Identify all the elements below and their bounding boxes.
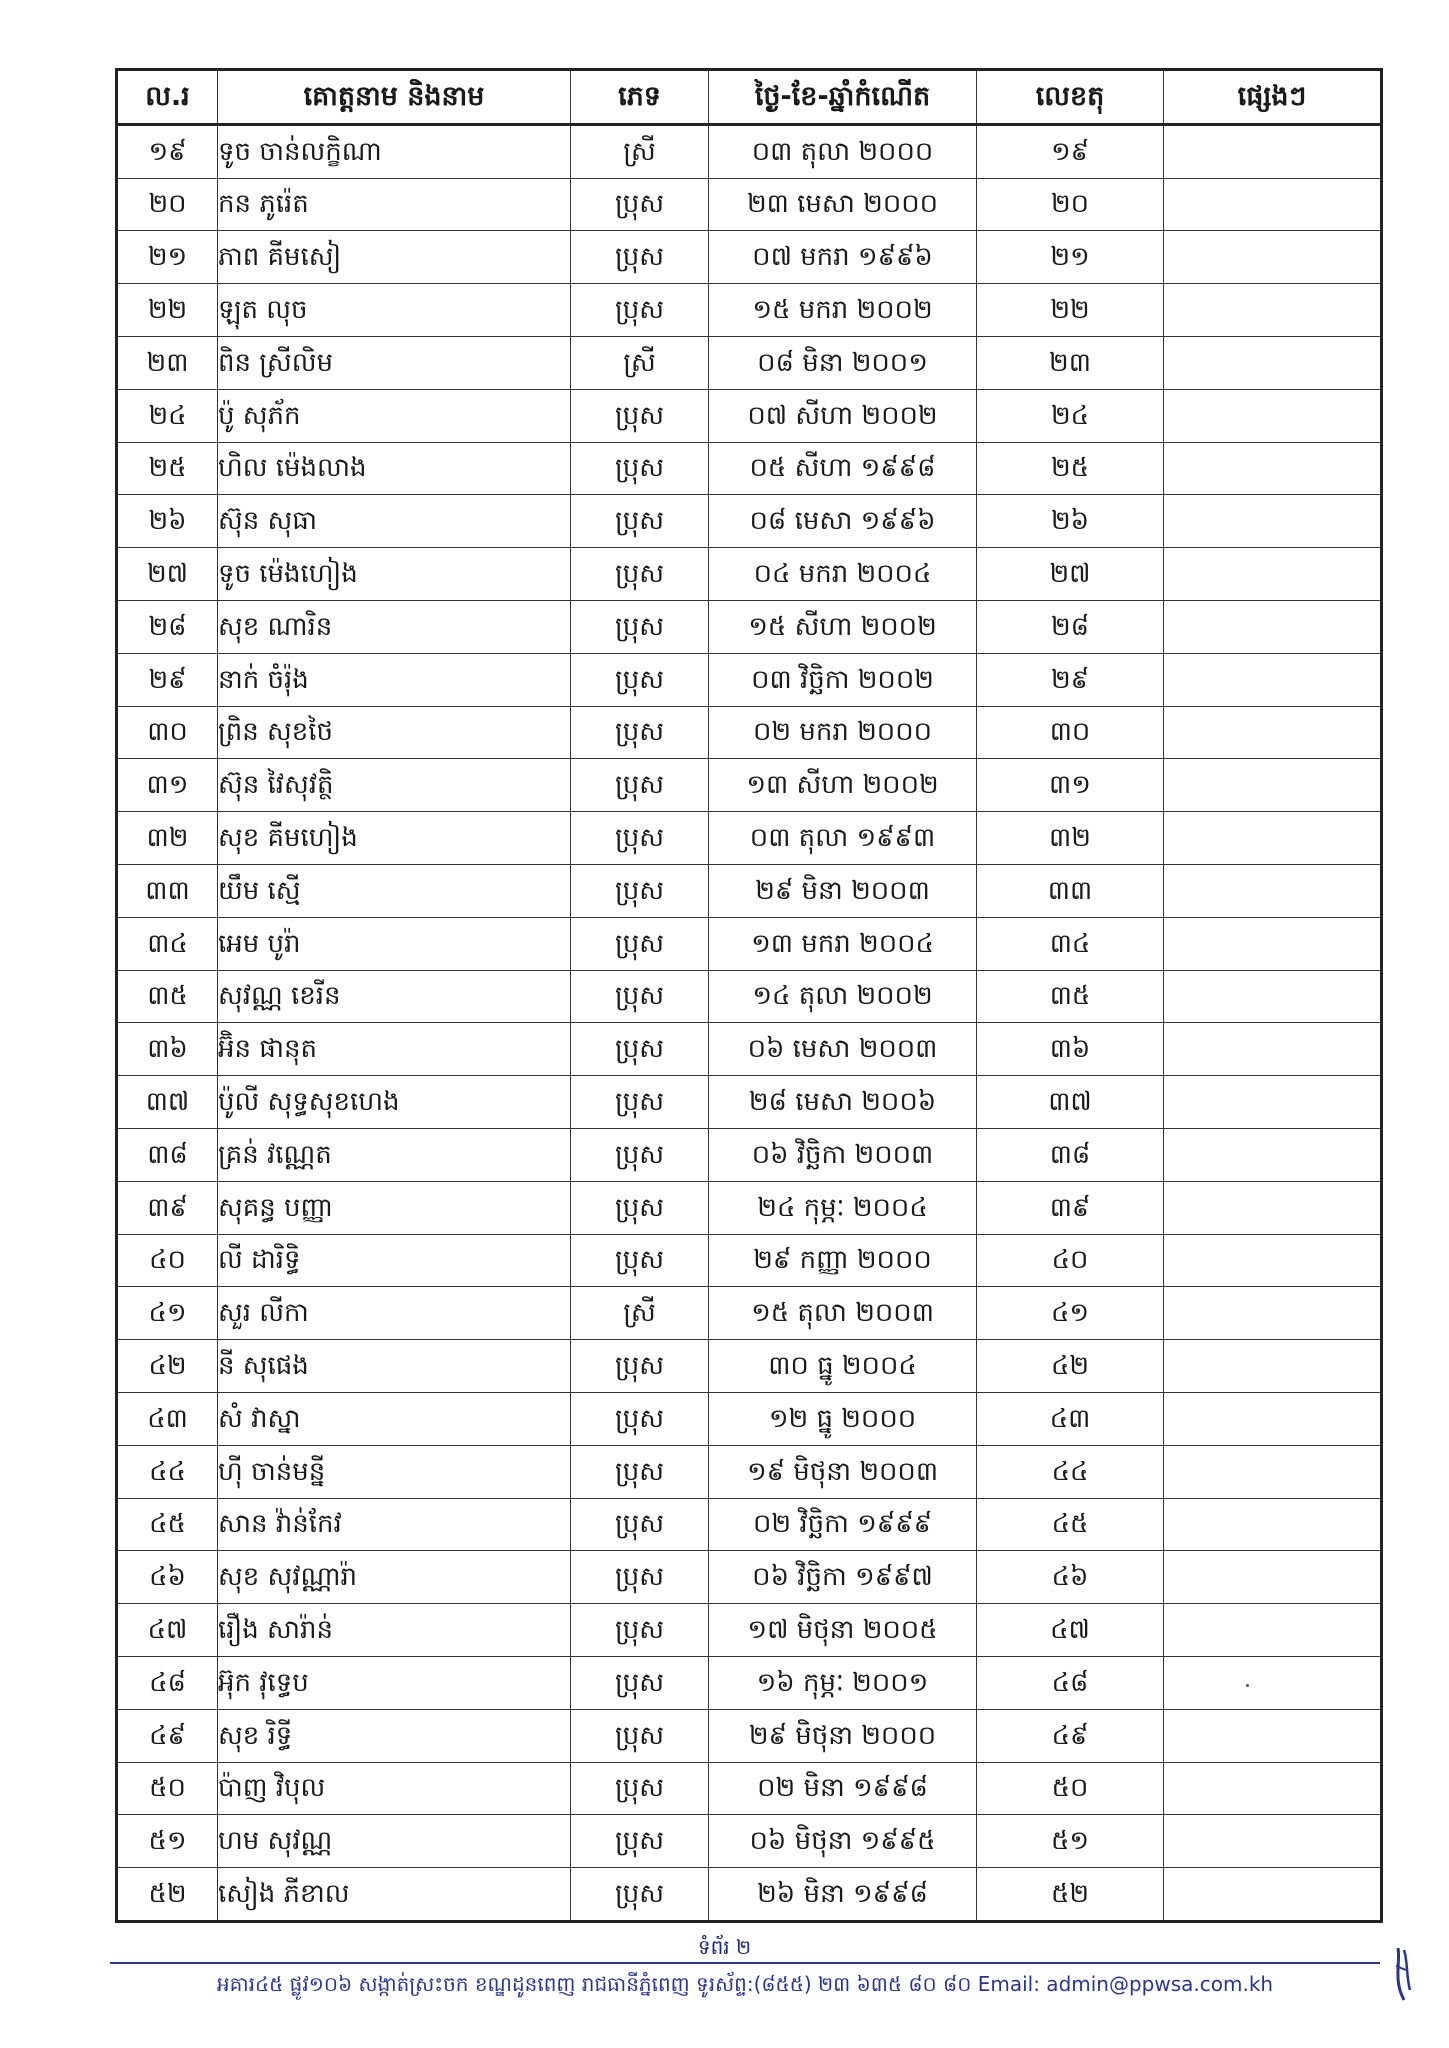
header-remarks: ផ្សេងៗ <box>1164 70 1382 125</box>
cell-number: ៤៣ <box>117 1392 218 1445</box>
cell-sex: ប្រុស <box>571 284 709 337</box>
header-date-of-birth: ថ្ងៃ-ខែ-ឆ្នាំកំណើត <box>709 70 977 125</box>
cell-remarks <box>1164 1656 1382 1709</box>
cell-remarks <box>1164 1551 1382 1604</box>
cell-number: ៣៤ <box>117 917 218 970</box>
cell-table-number: ៣៩ <box>977 1181 1164 1234</box>
cell-number: ៤១ <box>117 1287 218 1340</box>
cell-number: ៣៣ <box>117 864 218 917</box>
cell-sex: ប្រុស <box>571 231 709 284</box>
roster-table-container <box>115 68 1380 1923</box>
cell-number: ២៣ <box>117 336 218 389</box>
scan-speck <box>1246 1684 1249 1687</box>
cell-remarks <box>1164 178 1382 231</box>
cell-date-of-birth: ០៤ មករា ២០០៤ <box>709 548 977 601</box>
cell-date-of-birth: ២៤ កុម្ភៈ ២០០៤ <box>709 1181 977 1234</box>
table-row <box>117 548 1382 601</box>
cell-date-of-birth: ២៩ មិនា ២០០៣ <box>709 864 977 917</box>
table-row <box>117 1181 1382 1234</box>
cell-table-number: ៥០ <box>977 1762 1164 1815</box>
cell-sex: ប្រុស <box>571 653 709 706</box>
table-row <box>117 1868 1382 1922</box>
table-row <box>117 653 1382 706</box>
table-row <box>117 970 1382 1023</box>
cell-date-of-birth: ១៩ មិថុនា ២០០៣ <box>709 1445 977 1498</box>
cell-full-name: ហ៊ី ចាន់មន្នី <box>218 1445 571 1498</box>
cell-table-number: ៤៧ <box>977 1604 1164 1657</box>
cell-table-number: ៥១ <box>977 1815 1164 1868</box>
cell-full-name: ហិល ម៉េងលាង <box>218 442 571 495</box>
cell-table-number: ៤៦ <box>977 1551 1164 1604</box>
cell-sex: ស្រី <box>571 1287 709 1340</box>
cell-remarks <box>1164 1392 1382 1445</box>
cell-table-number: ២៥ <box>977 442 1164 495</box>
cell-number: ៥០ <box>117 1762 218 1815</box>
cell-table-number: ១៩ <box>977 124 1164 178</box>
table-row <box>117 336 1382 389</box>
cell-full-name: សុគន្ធ បញ្ញា <box>218 1181 571 1234</box>
cell-sex: ប្រុស <box>571 864 709 917</box>
table-row <box>117 178 1382 231</box>
cell-number: ៤០ <box>117 1234 218 1287</box>
cell-remarks <box>1164 1815 1382 1868</box>
cell-sex: ប្រុស <box>571 1815 709 1868</box>
cell-full-name: ព្រិន សុខថៃ <box>218 706 571 759</box>
cell-full-name: សុវណ្ណ ខេរីន <box>218 970 571 1023</box>
table-row <box>117 1709 1382 1762</box>
table-row <box>117 389 1382 442</box>
cell-remarks <box>1164 1076 1382 1129</box>
cell-full-name: នាក់ ចំរ៉ុង <box>218 653 571 706</box>
table-row <box>117 1023 1382 1076</box>
cell-remarks <box>1164 336 1382 389</box>
cell-remarks <box>1164 1709 1382 1762</box>
cell-table-number: ២៦ <box>977 495 1164 548</box>
cell-date-of-birth: ០៦ វិច្ឆិកា ១៩៩៧ <box>709 1551 977 1604</box>
cell-sex: ប្រុស <box>571 1498 709 1551</box>
cell-table-number: ៥២ <box>977 1868 1164 1922</box>
table-header <box>117 70 1382 125</box>
cell-table-number: ៤១ <box>977 1287 1164 1340</box>
cell-number: ២១ <box>117 231 218 284</box>
table-row <box>117 759 1382 812</box>
cell-full-name: សុខ ណារិន <box>218 600 571 653</box>
cell-date-of-birth: ០៦ មិថុនា ១៩៩៥ <box>709 1815 977 1868</box>
cell-full-name: ប៉ូ សុភ័ក <box>218 389 571 442</box>
page-number: ទំព័រ ២ <box>697 1935 752 1959</box>
cell-number: ៤៤ <box>117 1445 218 1498</box>
cell-remarks <box>1164 231 1382 284</box>
cell-full-name: សួរ លីកា <box>218 1287 571 1340</box>
cell-table-number: ៣៦ <box>977 1023 1164 1076</box>
table-row <box>117 495 1382 548</box>
cell-remarks <box>1164 1445 1382 1498</box>
cell-date-of-birth: ០៦ មេសា ២០០៣ <box>709 1023 977 1076</box>
cell-number: ៤៧ <box>117 1604 218 1657</box>
cell-full-name: សាន វ៉ាន់កែវ <box>218 1498 571 1551</box>
cell-table-number: ២២ <box>977 284 1164 337</box>
cell-full-name: អ៊ុក វុទ្ធេប <box>218 1656 571 1709</box>
cell-table-number: ៣០ <box>977 706 1164 759</box>
cell-sex: ប្រុស <box>571 1445 709 1498</box>
cell-table-number: ៣១ <box>977 759 1164 812</box>
cell-number: ២៦ <box>117 495 218 548</box>
cell-number: ៤២ <box>117 1340 218 1393</box>
cell-date-of-birth: ១៥ សីហា ២០០២ <box>709 600 977 653</box>
cell-date-of-birth: ០៣ តុលា ២០០០ <box>709 124 977 178</box>
table-row <box>117 1128 1382 1181</box>
header-full-name: គោត្តនាម និងនាម <box>218 70 571 125</box>
cell-remarks <box>1164 653 1382 706</box>
table-row <box>117 1445 1382 1498</box>
cell-remarks <box>1164 1234 1382 1287</box>
cell-full-name: ឡុត លុច <box>218 284 571 337</box>
cell-number: ៤៥ <box>117 1498 218 1551</box>
cell-date-of-birth: ១៤ តុលា ២០០២ <box>709 970 977 1023</box>
cell-date-of-birth: ១៥ មករា ២០០២ <box>709 284 977 337</box>
cell-sex: ប្រុស <box>571 1128 709 1181</box>
cell-remarks <box>1164 706 1382 759</box>
cell-sex: ប្រុស <box>571 759 709 812</box>
cell-date-of-birth: ២៦ មិនា ១៩៩៨ <box>709 1868 977 1922</box>
cell-remarks <box>1164 548 1382 601</box>
cell-table-number: ៣៨ <box>977 1128 1164 1181</box>
header-row <box>117 70 1382 125</box>
table-body <box>117 124 1382 1921</box>
cell-date-of-birth: ០៧ មករា ១៩៩៦ <box>709 231 977 284</box>
cell-full-name: លី ដារិទ្ធិ <box>218 1234 571 1287</box>
table-row <box>117 231 1382 284</box>
footer-divider <box>110 1962 1380 1964</box>
cell-date-of-birth: ១៧ មិថុនា ២០០៥ <box>709 1604 977 1657</box>
cell-remarks <box>1164 495 1382 548</box>
cell-remarks <box>1164 442 1382 495</box>
cell-sex: ប្រុស <box>571 812 709 865</box>
cell-sex: ប្រុស <box>571 600 709 653</box>
cell-date-of-birth: ៣០ ធ្នូ ២០០៤ <box>709 1340 977 1393</box>
cell-remarks <box>1164 917 1382 970</box>
cell-number: ៣៩ <box>117 1181 218 1234</box>
cell-date-of-birth: ០២ វិច្ឆិកា ១៩៩៩ <box>709 1498 977 1551</box>
cell-number: ៣១ <box>117 759 218 812</box>
cell-table-number: ៤០ <box>977 1234 1164 1287</box>
cell-sex: ប្រុស <box>571 1234 709 1287</box>
cell-number: ៣៧ <box>117 1076 218 1129</box>
cell-sex: ប្រុស <box>571 1868 709 1922</box>
table-row <box>117 1815 1382 1868</box>
cell-date-of-birth: ០៨ មិនា ២០០១ <box>709 336 977 389</box>
roster-table <box>115 68 1383 1923</box>
cell-date-of-birth: ០២ មករា ២០០០ <box>709 706 977 759</box>
cell-table-number: ៣៥ <box>977 970 1164 1023</box>
cell-sex: ប្រុស <box>571 1076 709 1129</box>
table-row <box>117 1340 1382 1393</box>
cell-date-of-birth: ១៣ មករា ២០០៤ <box>709 917 977 970</box>
table-row <box>117 1656 1382 1709</box>
cell-sex: ប្រុស <box>571 1023 709 1076</box>
cell-number: ២៨ <box>117 600 218 653</box>
cell-remarks <box>1164 864 1382 917</box>
cell-full-name: យឹម ស្មើ <box>218 864 571 917</box>
cell-number: ៤៩ <box>117 1709 218 1762</box>
cell-number: ៣៦ <box>117 1023 218 1076</box>
cell-number: ៥១ <box>117 1815 218 1868</box>
table-row <box>117 1551 1382 1604</box>
cell-sex: ប្រុស <box>571 1604 709 1657</box>
table-row <box>117 812 1382 865</box>
table-row <box>117 706 1382 759</box>
table-row <box>117 1392 1382 1445</box>
cell-full-name: កន ភូរ៉េត <box>218 178 571 231</box>
cell-table-number: ៣៣ <box>977 864 1164 917</box>
cell-sex: ប្រុស <box>571 1551 709 1604</box>
cell-sex: ប្រុស <box>571 442 709 495</box>
cell-remarks <box>1164 1287 1382 1340</box>
cell-full-name: ប៉ូលី សុទ្ធសុខហេង <box>218 1076 571 1129</box>
header-number: ល.រ <box>117 70 218 125</box>
table-row <box>117 442 1382 495</box>
cell-full-name: សុខ រិទ្ធី <box>218 1709 571 1762</box>
cell-full-name: ភាព គីមសៀ <box>218 231 571 284</box>
cell-table-number: ៤៩ <box>977 1709 1164 1762</box>
cell-date-of-birth: ០៨ មេសា ១៩៩៦ <box>709 495 977 548</box>
cell-date-of-birth: ១៣ សីហា ២០០២ <box>709 759 977 812</box>
table-row <box>117 864 1382 917</box>
cell-sex: ប្រុស <box>571 970 709 1023</box>
cell-full-name: អេម បូរ៉ា <box>218 917 571 970</box>
table-row <box>117 600 1382 653</box>
table-row <box>117 1762 1382 1815</box>
cell-table-number: ២១ <box>977 231 1164 284</box>
header-table-number: លេខតុ <box>977 70 1164 125</box>
cell-remarks <box>1164 1023 1382 1076</box>
cell-full-name: គ្រន់ វណ្ណេត <box>218 1128 571 1181</box>
cell-full-name: សៀង ភីខាល <box>218 1868 571 1922</box>
cell-table-number: ៣២ <box>977 812 1164 865</box>
cell-full-name: សំ វាស្នា <box>218 1392 571 1445</box>
cell-full-name: ពិន ស្រីលិម <box>218 336 571 389</box>
cell-table-number: ៤៤ <box>977 1445 1164 1498</box>
cell-table-number: ៣៤ <box>977 917 1164 970</box>
cell-date-of-birth: ១២ ធ្នូ ២០០០ <box>709 1392 977 1445</box>
table-row <box>117 1498 1382 1551</box>
cell-sex: ប្រុស <box>571 178 709 231</box>
cell-date-of-birth: ០៦ វិច្ឆិកា ២០០៣ <box>709 1128 977 1181</box>
cell-table-number: ៤៥ <box>977 1498 1164 1551</box>
cell-remarks <box>1164 1762 1382 1815</box>
cell-table-number: ២៧ <box>977 548 1164 601</box>
cell-sex: ប្រុស <box>571 1392 709 1445</box>
table-row <box>117 124 1382 178</box>
cell-sex: ប្រុស <box>571 1656 709 1709</box>
table-row <box>117 1076 1382 1129</box>
cell-date-of-birth: ០៧ សីហា ២០០២ <box>709 389 977 442</box>
cell-number: ២៩ <box>117 653 218 706</box>
cell-number: ៤៨ <box>117 1656 218 1709</box>
cell-full-name: ស៊ុន វៃសុវត្ថិ <box>218 759 571 812</box>
cell-full-name: ហម សុវណ្ណ <box>218 1815 571 1868</box>
cell-table-number: ២៤ <box>977 389 1164 442</box>
cell-full-name: សុខ សុវណ្ណារ៉ា <box>218 1551 571 1604</box>
cell-full-name: រឿង សារ៉ាន់ <box>218 1604 571 1657</box>
cell-sex: ប្រុស <box>571 917 709 970</box>
cell-remarks <box>1164 1128 1382 1181</box>
header-sex: ភេទ <box>571 70 709 125</box>
table-row <box>117 1287 1382 1340</box>
cell-remarks <box>1164 1868 1382 1922</box>
cell-sex: ប្រុស <box>571 1340 709 1393</box>
cell-date-of-birth: ០៣ តុលា ១៩៩៣ <box>709 812 977 865</box>
logo-mark-icon <box>1390 1946 1416 2002</box>
cell-date-of-birth: ២៩ កញ្ញា ២០០០ <box>709 1234 977 1287</box>
cell-number: ២៥ <box>117 442 218 495</box>
cell-number: ១៩ <box>117 124 218 178</box>
cell-table-number: ៣៧ <box>977 1076 1164 1129</box>
cell-table-number: ៤២ <box>977 1340 1164 1393</box>
cell-remarks <box>1164 284 1382 337</box>
cell-date-of-birth: ០៣ វិច្ឆិកា ២០០២ <box>709 653 977 706</box>
cell-sex: ស្រី <box>571 124 709 178</box>
cell-table-number: ២៣ <box>977 336 1164 389</box>
cell-sex: ប្រុស <box>571 1181 709 1234</box>
cell-remarks <box>1164 1604 1382 1657</box>
cell-full-name: នី សុផេង <box>218 1340 571 1393</box>
cell-sex: ប្រុស <box>571 1762 709 1815</box>
table-row <box>117 284 1382 337</box>
cell-number: ៣៥ <box>117 970 218 1023</box>
cell-number: ៤៦ <box>117 1551 218 1604</box>
cell-number: ៥២ <box>117 1868 218 1922</box>
cell-remarks <box>1164 759 1382 812</box>
cell-number: ២៤ <box>117 389 218 442</box>
cell-table-number: ២៨ <box>977 600 1164 653</box>
cell-number: ២២ <box>117 284 218 337</box>
table-row <box>117 1234 1382 1287</box>
cell-sex: ប្រុស <box>571 1709 709 1762</box>
cell-number: ២០ <box>117 178 218 231</box>
cell-remarks <box>1164 600 1382 653</box>
cell-table-number: ២០ <box>977 178 1164 231</box>
table-row <box>117 917 1382 970</box>
cell-table-number: ២៩ <box>977 653 1164 706</box>
cell-sex: ប្រុស <box>571 706 709 759</box>
cell-date-of-birth: ១៦ កុម្ភៈ ២០០១ <box>709 1656 977 1709</box>
cell-date-of-birth: ១៥ តុលា ២០០៣ <box>709 1287 977 1340</box>
cell-full-name: ទូច ម៉េងហៀង <box>218 548 571 601</box>
cell-remarks <box>1164 389 1382 442</box>
cell-full-name: ប៉ាញ វិបុល <box>218 1762 571 1815</box>
cell-remarks <box>1164 1181 1382 1234</box>
cell-table-number: ៤៨ <box>977 1656 1164 1709</box>
cell-remarks <box>1164 124 1382 178</box>
cell-sex: ស្រី <box>571 336 709 389</box>
cell-remarks <box>1164 1498 1382 1551</box>
cell-table-number: ៤៣ <box>977 1392 1164 1445</box>
cell-full-name: ទូច ចាន់លក្ខិណា <box>218 124 571 178</box>
cell-full-name: អ៊ិន ផានុត <box>218 1023 571 1076</box>
cell-sex: ប្រុស <box>571 548 709 601</box>
cell-number: ៣៨ <box>117 1128 218 1181</box>
cell-sex: ប្រុស <box>571 495 709 548</box>
footer-address: អគារ៤៥ ផ្លូវ១០៦ សង្កាត់ស្រះចក ខណ្ឌដូនពេញ រាជធានីភ្នំពេញ ទូរស័ព្ទ:(៨៥៥) ២៣ ៦៣៥ ៨០ ៨០ Email: admin@ppwsa.com.kh <box>216 1972 1274 1996</box>
cell-date-of-birth: ២៣ មេសា ២០០០ <box>709 178 977 231</box>
cell-date-of-birth: ២៩ មិថុនា ២០០០ <box>709 1709 977 1762</box>
cell-number: ៣២ <box>117 812 218 865</box>
cell-date-of-birth: ០៥ សីហា ១៩៩៨ <box>709 442 977 495</box>
cell-number: ២៧ <box>117 548 218 601</box>
cell-sex: ប្រុស <box>571 389 709 442</box>
cell-date-of-birth: ២៨ មេសា ២០០៦ <box>709 1076 977 1129</box>
cell-remarks <box>1164 1340 1382 1393</box>
cell-date-of-birth: ០២ មិនា ១៩៩៨ <box>709 1762 977 1815</box>
table-row <box>117 1604 1382 1657</box>
cell-number: ៣០ <box>117 706 218 759</box>
cell-full-name: ស៊ុន សុធា <box>218 495 571 548</box>
cell-full-name: សុខ គីមហៀង <box>218 812 571 865</box>
cell-remarks <box>1164 812 1382 865</box>
cell-remarks <box>1164 970 1382 1023</box>
